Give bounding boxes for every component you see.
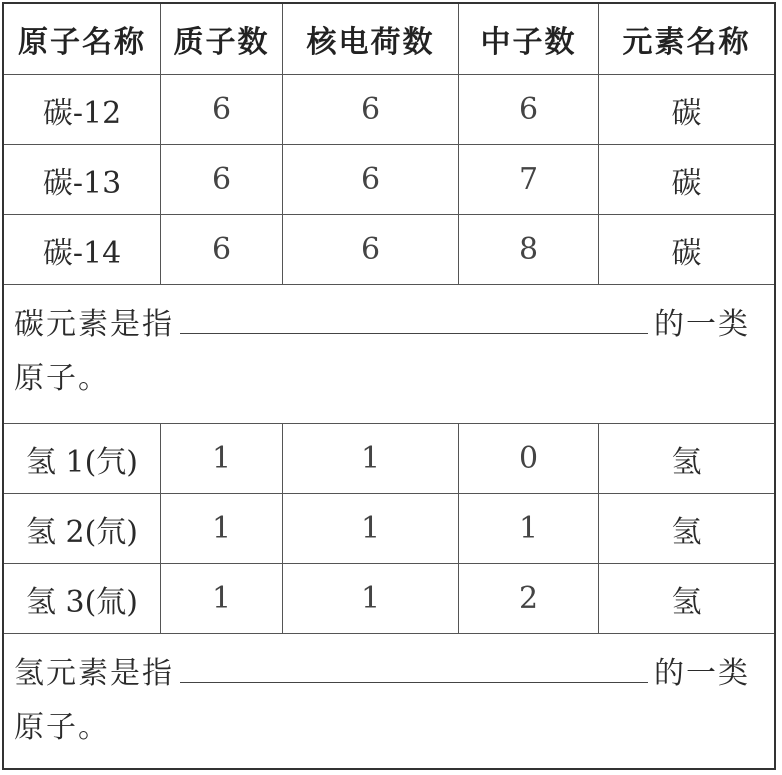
nuclear-charge-cell: 6	[283, 215, 459, 284]
proton-count-cell: 1	[161, 564, 283, 633]
table-row	[4, 215, 774, 285]
nuclear-charge-cell: 1	[283, 494, 459, 563]
carbon-fill-in-text	[4, 285, 774, 423]
element-name-cell: 氢	[671, 514, 702, 550]
proton-count-cell: 1	[161, 424, 283, 493]
nuclear-charge-cell: 1	[283, 564, 459, 633]
neutron-count-cell: 8	[459, 215, 599, 284]
header-proton-count: 质子数	[161, 4, 283, 74]
atom-name-cell: 氢 3(氚)	[4, 564, 161, 633]
atom-name-cell: 碳-13	[4, 145, 161, 214]
table-row	[4, 494, 774, 564]
proton-count-cell: 6	[161, 215, 283, 284]
nuclear-charge-cell: 6	[283, 75, 459, 144]
neutron-count-cell: 7	[459, 145, 599, 214]
header-neutron-count: 中子数	[459, 4, 599, 74]
element-name-cell: 氢	[671, 444, 702, 480]
hydrogen-fill-suffix: 的一类	[654, 656, 750, 691]
hydrogen-answer-blank[interactable]	[180, 646, 648, 683]
hydrogen-fill-in-row	[4, 634, 774, 768]
header-element-name: 元素名称	[622, 25, 751, 60]
table-row	[4, 145, 774, 215]
hydrogen-fill-prefix: 氢元素是指	[14, 656, 174, 691]
atom-name-cell: 碳-12	[4, 75, 161, 144]
header-nuclear-charge: 核电荷数	[283, 4, 459, 74]
proton-count-cell: 1	[161, 494, 283, 563]
carbon-fill-line2: 原子。	[14, 361, 110, 396]
hydrogen-fill-in-text	[4, 634, 774, 768]
table-row	[4, 424, 774, 494]
proton-count-cell: 6	[161, 75, 283, 144]
atom-name-cell: 碳-14	[4, 215, 161, 284]
element-name-cell: 氢	[671, 584, 702, 620]
table-row	[4, 75, 774, 145]
header-atom-name: 原子名称	[4, 4, 161, 74]
neutron-count-cell: 1	[459, 494, 599, 563]
carbon-fill-suffix: 的一类	[654, 307, 750, 342]
carbon-fill-in-row	[4, 285, 774, 424]
neutron-count-cell: 0	[459, 424, 599, 493]
carbon-fill-prefix: 碳元素是指	[14, 307, 174, 342]
nuclear-charge-cell: 1	[283, 424, 459, 493]
neutron-count-cell: 6	[459, 75, 599, 144]
element-name-cell: 碳	[671, 165, 702, 201]
table-row	[4, 564, 774, 634]
proton-count-cell: 6	[161, 145, 283, 214]
atom-name-cell: 氢 1(氕)	[4, 424, 161, 493]
nuclear-charge-cell: 6	[283, 145, 459, 214]
isotope-table	[2, 2, 776, 770]
element-name-cell: 碳	[671, 95, 702, 131]
element-name-cell: 碳	[671, 235, 702, 271]
hydrogen-fill-line2: 原子。	[14, 710, 110, 745]
header-row	[4, 4, 774, 75]
neutron-count-cell: 2	[459, 564, 599, 633]
carbon-answer-blank[interactable]	[180, 297, 648, 334]
atom-name-cell: 氢 2(氘)	[4, 494, 161, 563]
